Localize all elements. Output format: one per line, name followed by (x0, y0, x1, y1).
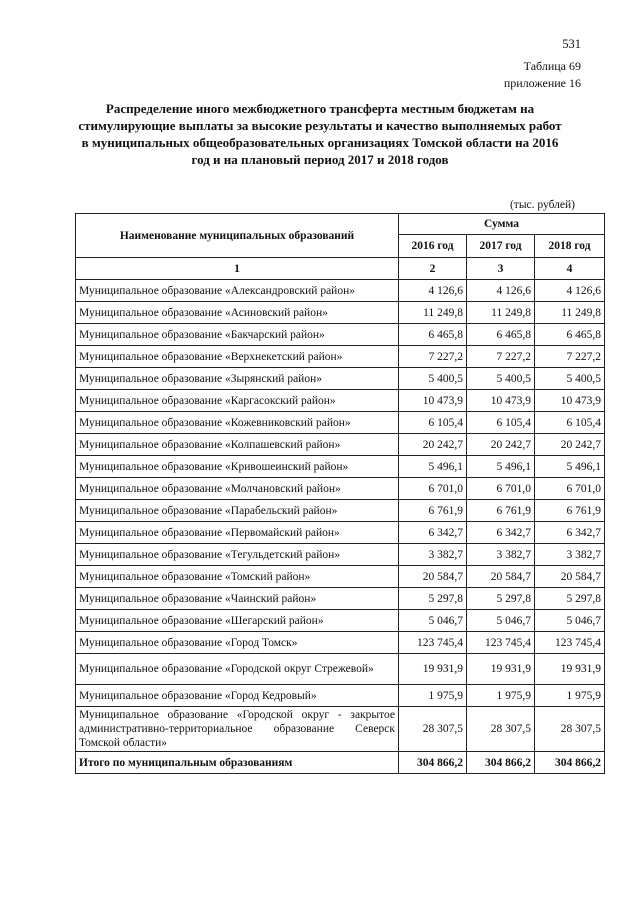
table-row (76, 478, 605, 500)
value-2018: 3 382,7 (535, 544, 605, 566)
row-name: Муниципальное образование «Молчановский район» (76, 478, 399, 500)
row-name: Муниципальное образование «Парабельский район» (76, 500, 399, 522)
value-2018: 5 400,5 (535, 368, 605, 390)
row-name: Муниципальное образование «Городской округ - закрытое административно-территориальное образование Северск Томской области» (76, 707, 399, 752)
value-2018: 7 227,2 (535, 346, 605, 368)
value-2016: 11 249,8 (399, 302, 467, 324)
value-2016: 10 473,9 (399, 390, 467, 412)
header-year: 2016 год (399, 235, 467, 258)
value-2016: 5 496,1 (399, 456, 467, 478)
value-2018: 123 745,4 (535, 632, 605, 654)
value-2017: 28 307,5 (467, 707, 535, 752)
table-row (76, 324, 605, 346)
row-name: Муниципальное образование «Город Томск» (76, 632, 399, 654)
value-2017: 6 105,4 (467, 412, 535, 434)
value-2018: 20 242,7 (535, 434, 605, 456)
value-2016: 6 701,0 (399, 478, 467, 500)
value-2017: 3 382,7 (467, 544, 535, 566)
value-2017: 11 249,8 (467, 302, 535, 324)
document-title: Распределение иного межбюджетного трансферта местным бюджетам на стимулирующие выплаты за высокие результаты и качество выполняемых работ в муниципальных общеобразовательных организациях Томской области на 2016 год и на плановый период 2017 и 2018 годов (78, 101, 562, 167)
value-2017: 5 297,8 (467, 588, 535, 610)
header-name: Наименование муниципальных образований (76, 214, 399, 258)
value-2018: 20 584,7 (535, 566, 605, 588)
value-2017: 10 473,9 (467, 390, 535, 412)
value-2017: 6 761,9 (467, 500, 535, 522)
header-year: 2017 год (467, 235, 535, 258)
value-2017: 7 227,2 (467, 346, 535, 368)
row-name: Муниципальное образование «Кожевниковский район» (76, 412, 399, 434)
table-row (76, 434, 605, 456)
value-2018: 6 761,9 (535, 500, 605, 522)
value-2016: 7 227,2 (399, 346, 467, 368)
header-year: 2018 год (535, 235, 605, 258)
total-2016: 304 866,2 (399, 752, 467, 774)
value-2016: 20 584,7 (399, 566, 467, 588)
table-row (76, 390, 605, 412)
row-name: Муниципальное образование «Город Кедровый» (76, 685, 399, 707)
value-2018: 5 297,8 (535, 588, 605, 610)
value-2017: 6 465,8 (467, 324, 535, 346)
total-2017: 304 866,2 (467, 752, 535, 774)
row-name: Муниципальное образование «Городской округ Стрежевой» (76, 654, 399, 685)
value-2016: 3 382,7 (399, 544, 467, 566)
value-2017: 20 584,7 (467, 566, 535, 588)
table-row (76, 610, 605, 632)
table-row (76, 412, 605, 434)
table-row (76, 522, 605, 544)
column-number: 3 (467, 258, 535, 280)
value-2018: 19 931,9 (535, 654, 605, 685)
value-2018: 6 105,4 (535, 412, 605, 434)
total-label: Итого по муниципальным образованиям (76, 752, 399, 774)
value-2017: 1 975,9 (467, 685, 535, 707)
row-name: Муниципальное образование «Зырянский район» (76, 368, 399, 390)
value-2018: 28 307,5 (535, 707, 605, 752)
value-2017: 123 745,4 (467, 632, 535, 654)
table-label: Таблица 69 (523, 59, 581, 73)
value-2018: 6 342,7 (535, 522, 605, 544)
column-number: 1 (76, 258, 399, 280)
table-row (76, 544, 605, 566)
total-row (76, 752, 605, 774)
value-2018: 5 046,7 (535, 610, 605, 632)
transfer-table (75, 213, 605, 774)
table-row (76, 654, 605, 685)
value-2016: 6 761,9 (399, 500, 467, 522)
column-number: 4 (535, 258, 605, 280)
value-2018: 10 473,9 (535, 390, 605, 412)
value-2018: 5 496,1 (535, 456, 605, 478)
header-sum: Сумма (399, 214, 605, 235)
row-name: Муниципальное образование «Александровский район» (76, 280, 399, 302)
row-name: Муниципальное образование «Тегульдетский район» (76, 544, 399, 566)
row-name: Муниципальное образование «Первомайский район» (76, 522, 399, 544)
units-label: (тыс. рублей) (509, 199, 575, 211)
table-row (76, 280, 605, 302)
value-2017: 4 126,6 (467, 280, 535, 302)
value-2017: 6 701,0 (467, 478, 535, 500)
table-row (76, 368, 605, 390)
value-2018: 11 249,8 (535, 302, 605, 324)
row-name: Муниципальное образование «Кривошеинский район» (76, 456, 399, 478)
column-number-row (76, 258, 605, 280)
appendix-label: приложение 16 (503, 76, 581, 90)
value-2016: 4 126,6 (399, 280, 467, 302)
table-row (76, 588, 605, 610)
total-2018: 304 866,2 (535, 752, 605, 774)
value-2018: 1 975,9 (535, 685, 605, 707)
row-name: Муниципальное образование «Томский район» (76, 566, 399, 588)
row-name: Муниципальное образование «Асиновский район» (76, 302, 399, 324)
value-2016: 6 465,8 (399, 324, 467, 346)
table-row (76, 302, 605, 324)
table-row (76, 632, 605, 654)
value-2016: 6 105,4 (399, 412, 467, 434)
table-row (76, 707, 605, 752)
table-row (76, 566, 605, 588)
value-2017: 5 400,5 (467, 368, 535, 390)
value-2016: 5 400,5 (399, 368, 467, 390)
value-2018: 6 701,0 (535, 478, 605, 500)
value-2018: 4 126,6 (535, 280, 605, 302)
value-2017: 6 342,7 (467, 522, 535, 544)
table-row (76, 346, 605, 368)
value-2016: 1 975,9 (399, 685, 467, 707)
value-2016: 28 307,5 (399, 707, 467, 752)
value-2016: 123 745,4 (399, 632, 467, 654)
value-2016: 20 242,7 (399, 434, 467, 456)
value-2017: 19 931,9 (467, 654, 535, 685)
value-2018: 6 465,8 (535, 324, 605, 346)
row-name: Муниципальное образование «Каргасокский район» (76, 390, 399, 412)
value-2017: 5 496,1 (467, 456, 535, 478)
row-name: Муниципальное образование «Шегарский район» (76, 610, 399, 632)
value-2017: 5 046,7 (467, 610, 535, 632)
table-row (76, 456, 605, 478)
page-number: 531 (562, 37, 581, 51)
value-2016: 6 342,7 (399, 522, 467, 544)
column-number: 2 (399, 258, 467, 280)
value-2016: 5 046,7 (399, 610, 467, 632)
table-row (76, 685, 605, 707)
value-2016: 5 297,8 (399, 588, 467, 610)
row-name: Муниципальное образование «Колпашевский район» (76, 434, 399, 456)
row-name: Муниципальное образование «Чаинский район» (76, 588, 399, 610)
row-name: Муниципальное образование «Верхнекетский район» (76, 346, 399, 368)
table-row (76, 500, 605, 522)
value-2017: 20 242,7 (467, 434, 535, 456)
value-2016: 19 931,9 (399, 654, 467, 685)
row-name: Муниципальное образование «Бакчарский район» (76, 324, 399, 346)
